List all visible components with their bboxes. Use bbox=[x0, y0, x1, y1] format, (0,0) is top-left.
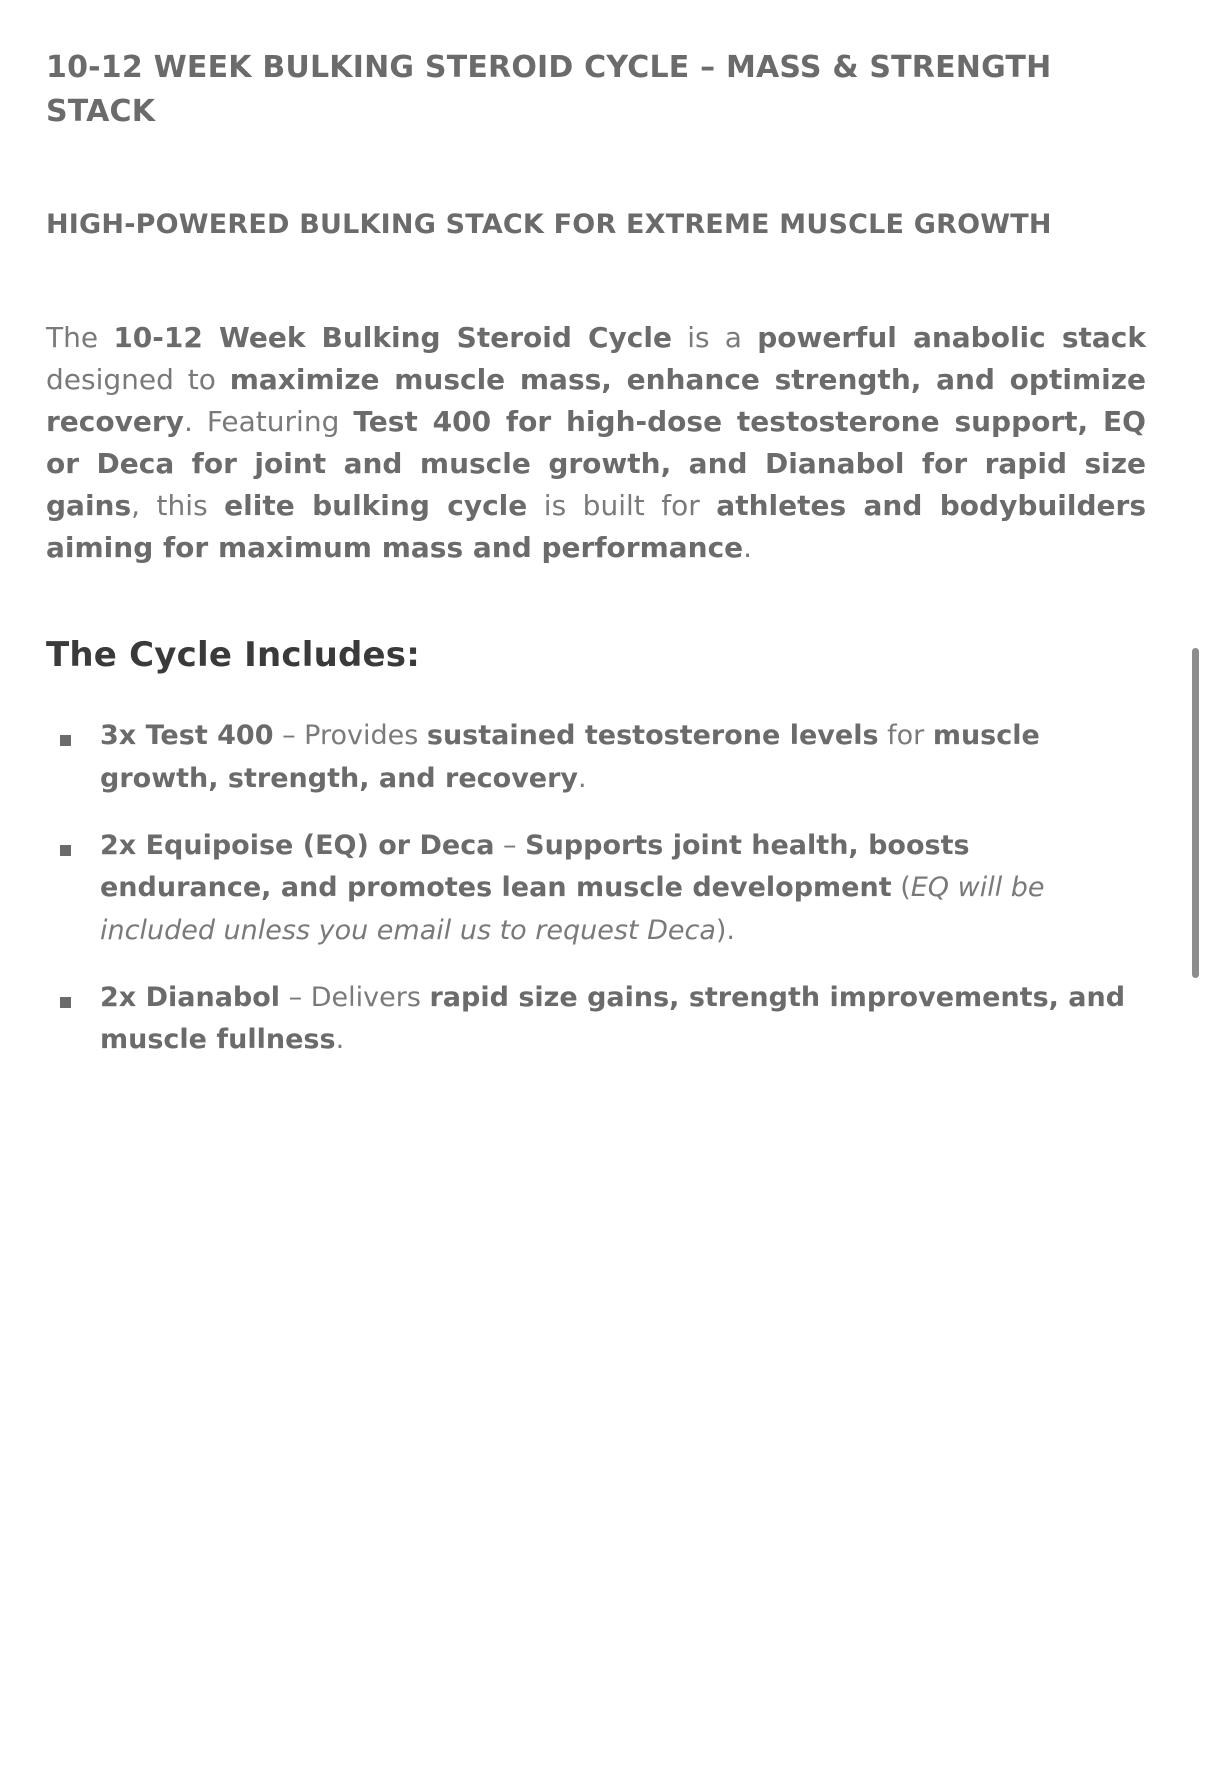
cycle-includes-list bbox=[46, 715, 1146, 1062]
intro-paragraph: The 10-12 Week Bulking Steroid Cycle is a powerful anabolic stack designed to maximize muscle mass, enhance strength, and optimize recovery. Featuring Test 400 for high-dose testosterone support, EQ or Deca for joint and muscle growth, and Dianabol for rapid size gains, this elite bulking cycle is built for athletes and bodybuilders aiming for maximum mass and performance. bbox=[46, 321, 1146, 565]
list-item: 3x Test 400 – Provides sustained testosterone levels for muscle growth, strength, and recovery. bbox=[46, 715, 1146, 800]
page-title: 10-12 WEEK BULKING STEROID CYCLE – MASS & STRENGTH STACK bbox=[46, 50, 1052, 130]
page-subtitle: HIGH-POWERED BULKING STACK FOR EXTREME MUSCLE GROWTH bbox=[46, 208, 1052, 240]
list-item: 2x Equipoise (EQ) or Deca – Supports joint health, boosts endurance, and promotes lean muscle development (EQ will be included unless you email us to request Deca). bbox=[46, 825, 1146, 953]
scrollbar-thumb[interactable] bbox=[1192, 648, 1199, 978]
section-heading-cycle-includes: The Cycle Includes: bbox=[46, 635, 421, 676]
list-item: 2x Dianabol – Delivers rapid size gains, strength improvements, and muscle fullness. bbox=[46, 977, 1146, 1062]
